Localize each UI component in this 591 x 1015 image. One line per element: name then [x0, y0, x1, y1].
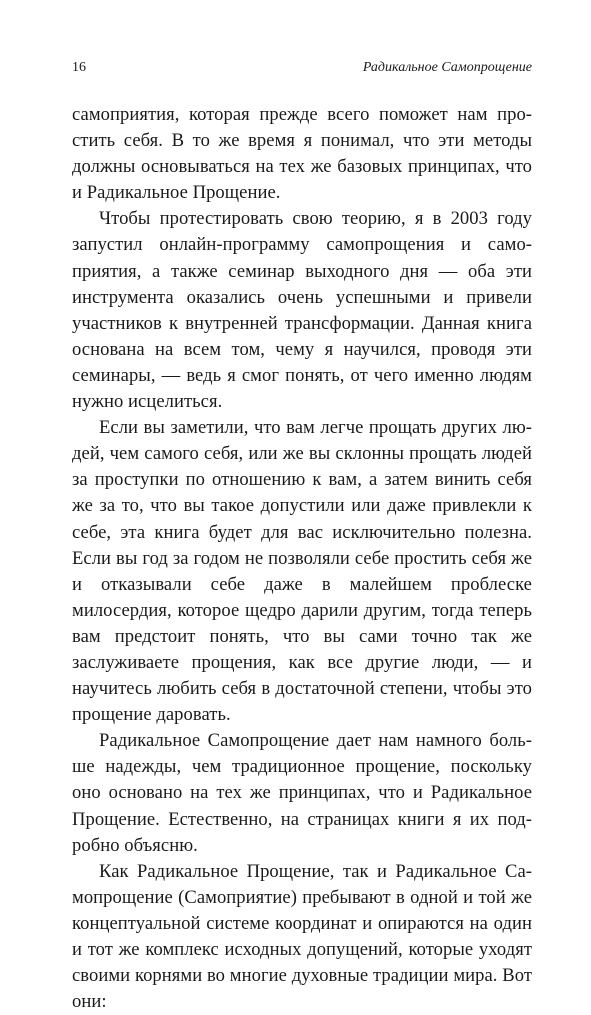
page-number: 16 [72, 60, 86, 75]
paragraph-1: самоприятия, которая прежде всего поможет нам простить себя. В то же время я понимал, что эти методы должны основываться на тех же базовых принципах, что и Радикальное Прощение. [72, 104, 532, 204]
paragraph-2: Чтобы протестировать свою теорию, я в 2003 году запустил онлайн-программу самопрощения и самоприятия, а также семинар выходного дня — оба эти инструмента оказались очень успешными и привели участников к внутренней трансформации. Данная книга основана на всем том, чему я научился, проводя эти семинары, — ведь я смог понять, от чего именно людям нужно исцелиться. [72, 208, 532, 413]
paragraph-3: Если вы заметили, что вам легче прощать других людей, чем самого себя, или же вы склонны прощать людей за проступки по отношению к вам, а затем винить себя же за то, что вы такое допустили или даже привлекли к себе, эта книга будет для вас исключительно полезна. Если вы год за годом не позволяли себе простить себя же и отказывали себе даже в малейшем проблеске милосердия, которое щедро дарили другим, тогда теперь вам предстоит понять, что вы сами точно так же заслуживаете прощения, как все другие люди, — и научитесь любить себя в достаточной степени, чтобы это прощение даровать. [72, 417, 532, 726]
body-text [72, 102, 532, 1015]
paragraph-5: Как Радикальное Прощение, так и Радикальное Самопрощение (Самоприятие) пребывают в одной и той же концептуальной системе координат и опираются на один и тот же комплекс исходных допущений, которые уходят своими корнями во многие духовные традиции мира. Вот они: [72, 860, 532, 1013]
running-title: Радикальное Самопрощение [362, 60, 532, 75]
running-head [72, 60, 532, 86]
book-page [72, 60, 532, 1015]
paragraph-4: Радикальное Самопрощение дает нам намного больше надежды, чем традиционное прощение, поскольку оно основано на тех же принципах, что и Радикальное Прощение. Естественно, на страницах книги я их подробно объясню. [72, 730, 532, 856]
